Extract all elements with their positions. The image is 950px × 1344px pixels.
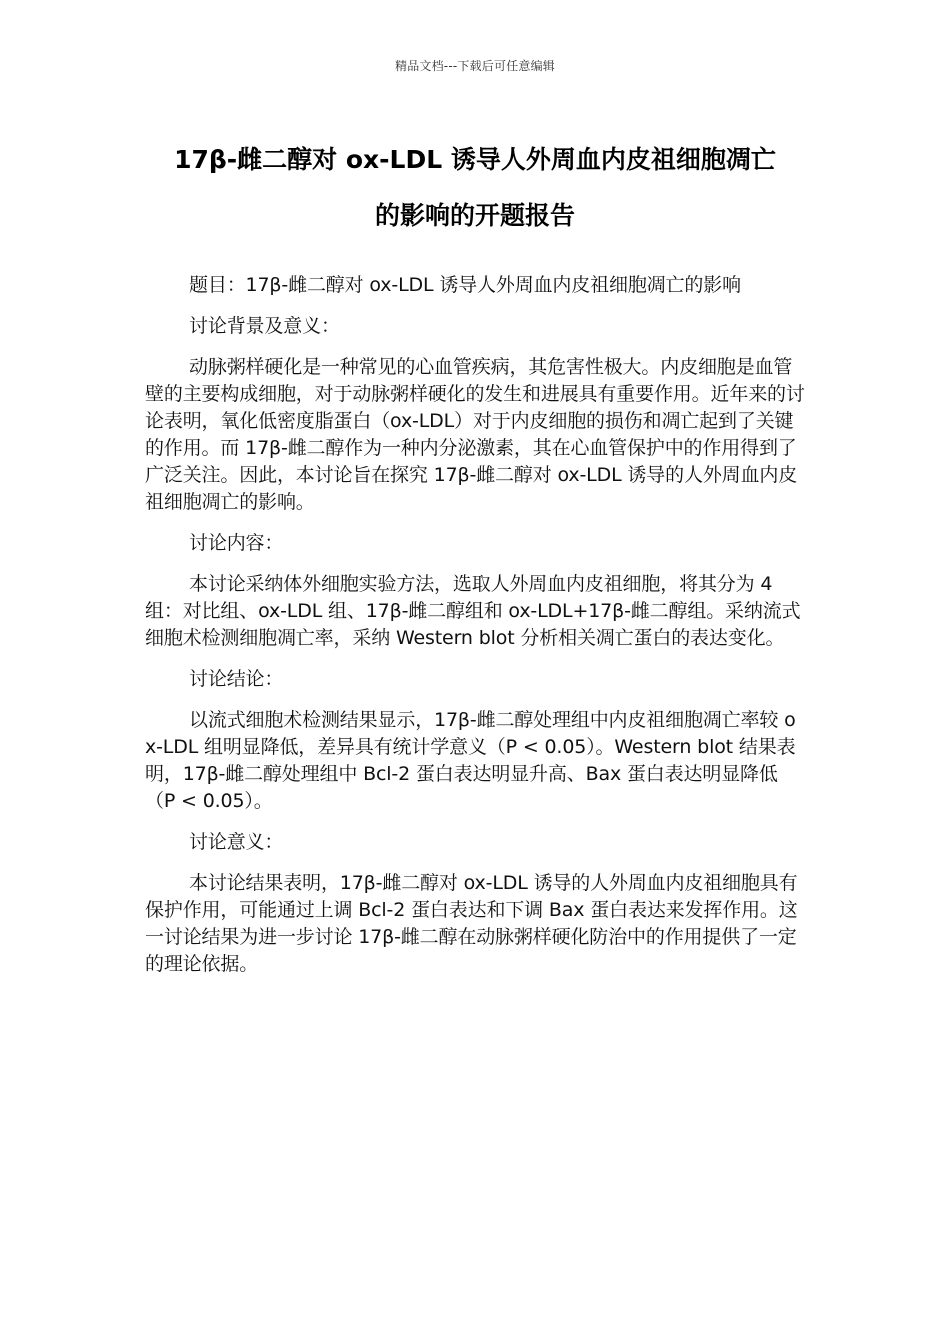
background-paragraph: 动脉粥样硬化是一种常见的心血管疾病，其危害性极大。内皮细胞是血管壁的主要构成细胞，对于动脉粥样硬化的发生和进展具有重要作用。近年来的讨论表明，氧化低密度脂蛋白（ox-LDL）对于内皮细胞的损伤和凋亡起到了关键的作用。而 17β-雌二醇作为一种内分泌激素，其在心血管保护中的作用得到了广泛关注。因此，本讨论旨在探究 17β-雌二醇对 ox-LDL 诱导的人外周血内皮祖细胞凋亡的影响。	[145, 356, 805, 513]
significance-heading: 讨论意义：	[189, 831, 284, 853]
topic-line: 题目：17β-雌二醇对 ox-LDL 诱导人外周血内皮祖细胞凋亡的影响	[189, 274, 741, 296]
content-heading: 讨论内容：	[189, 532, 284, 554]
background-heading: 讨论背景及意义：	[189, 315, 340, 337]
content-paragraph: 本讨论采纳体外细胞实验方法，选取人外周血内皮祖细胞，将其分为 4 组：对比组、ox-LDL 组、17β-雌二醇组和 ox-LDL+17β-雌二醇组。采纳流式细胞术检测细胞凋亡率，采纳 Western blot 分析相关凋亡蛋白的表达变化。	[145, 573, 801, 649]
title-line-1: 17β-雌二醇对 ox-LDL 诱导人外周血内皮祖细胞凋亡	[174, 145, 776, 174]
conclusion-paragraph: 以流式细胞术检测结果显示，17β-雌二醇处理组中内皮祖细胞凋亡率较 ox-LDL 组明显降低，差异具有统计学意义（P < 0.05）。Western blot 结果表明，17β-雌二醇处理组中 Bcl-2 蛋白表达明显升高、Bax 蛋白表达明显降低（P < 0.05）。	[145, 709, 796, 812]
page-header: 精品文档---下载后可任意编辑	[395, 59, 555, 73]
title-line-2: 的影响的开题报告	[374, 201, 575, 230]
document-body	[145, 272, 805, 992]
conclusion-heading: 讨论结论：	[189, 668, 284, 690]
document-title	[100, 132, 850, 244]
significance-paragraph: 本讨论结果表明，17β-雌二醇对 ox-LDL 诱导的人外周血内皮祖细胞具有保护作用，可能通过上调 Bcl-2 蛋白表达和下调 Bax 蛋白表达来发挥作用。这一讨论结果为进一步讨论 17β-雌二醇在动脉粥样硬化防治中的作用提供了一定的理论依据。	[145, 872, 798, 975]
